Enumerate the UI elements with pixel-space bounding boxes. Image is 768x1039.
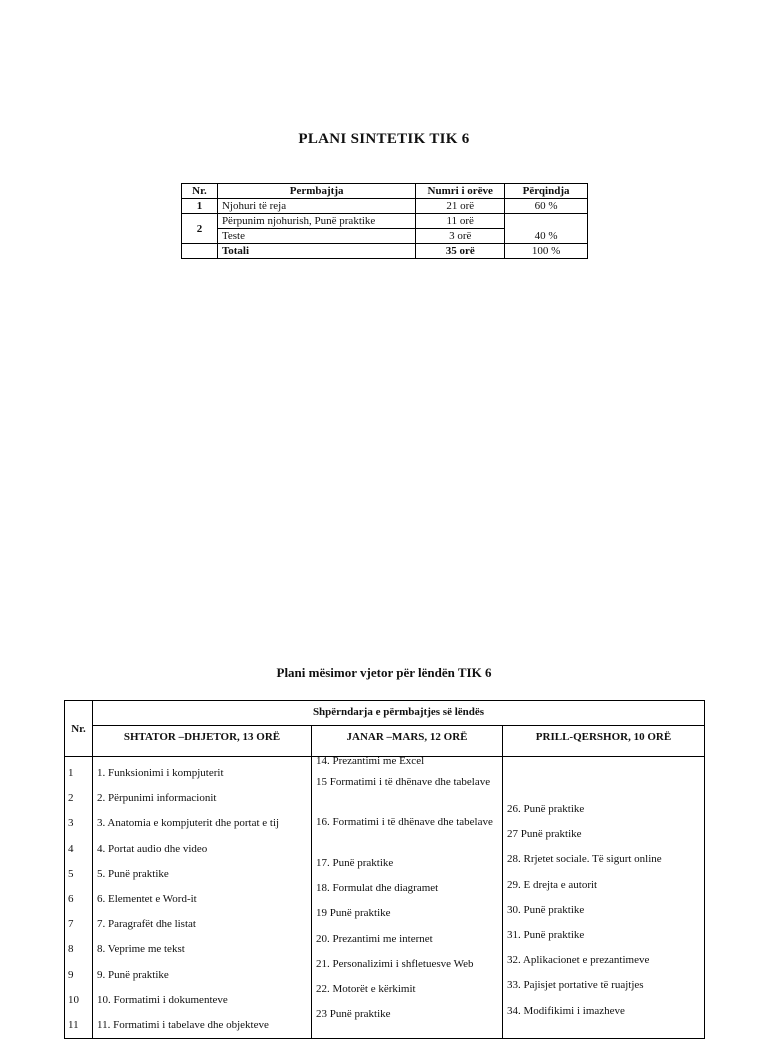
row-content: Njohuri të reja [217,199,415,214]
list-item: 22. Motorët e kërkimit [316,982,416,995]
plan-header-nr: Nr. [65,701,93,757]
list-item: 11 [68,1018,79,1031]
list-item: 4 [68,842,74,855]
list-item: 31. Punë praktike [507,928,585,941]
list-item: 32. Aplikacionet e prezantimeve [507,954,650,967]
row-content: Teste [217,229,415,244]
plan-column-jan-mar [312,757,503,1039]
list-item: 17. Punë praktike [316,857,394,869]
total-nr [182,244,218,259]
list-item: 11. Formatimi i tabelave dhe objekteve [97,1018,269,1031]
header-percentage: Përqindja [505,184,588,199]
plan-title: Plani mësimor vjetor për lëndën TIK 6 [276,665,492,680]
list-item: 5 [68,867,74,880]
row-nr: 2 [182,214,218,244]
summary-table [181,183,588,259]
column-header-jan-mar: JANAR –MARS, 12 ORË [312,726,503,757]
list-item: 20. Prezantimi me internet [316,932,433,945]
list-item: 4. Portat audio dhe video [97,842,208,855]
list-item: 15 Formatimi i të dhënave dhe tabelave [316,776,491,788]
list-item: 26. Punë praktike [507,803,585,815]
total-percentage: 100 % [505,244,588,259]
list-item: 16. Formatimi i të dhënave dhe tabelave [316,816,493,828]
list-item: 3 [68,817,74,830]
list-item: 9 [68,968,74,981]
list-item: 6. Elementet e Word-it [97,892,197,905]
row-percentage: 40 % [505,214,588,244]
list-item: 2. Përpunimi informacionit [97,792,217,805]
row-content: Përpunim njohurish, Punë praktike [217,214,415,229]
row-hours: 3 orë [416,229,505,244]
list-item: 3. Anatomia e kompjuterit dhe portat e tij [97,817,280,830]
summary-header-row [182,184,588,199]
page-title: PLANI SINTETIK TIK 6 [298,131,470,147]
plan-section-header: Shpërndarja e përmbajtjes së lëndës [93,701,705,726]
list-item: 28. Rrjetet sociale. Të sigurt online [507,853,662,866]
list-item: 23 Punë praktike [316,1008,391,1021]
header-nr: Nr. [182,184,218,199]
plan-column-sep-dec [93,757,312,1039]
list-item: 10. Formatimi i dokumenteve [97,993,228,1006]
column-header-apr-jun: PRILL-QERSHOR, 10 ORË [503,726,705,757]
list-item: 7 [68,918,74,931]
list-item: 5. Punë praktike [97,867,169,880]
list-item: 33. Pajisjet portative të ruajtjes [507,979,644,992]
list-item: 29. E drejta e autorit [507,878,598,891]
list-item: 19 Punë praktike [316,907,391,920]
row-nr: 1 [182,199,218,214]
table-row [182,214,588,229]
list-item: 1 [68,767,74,779]
list-item: 6 [68,892,74,905]
list-item: 21. Personalizimi i shfletuesve Web [316,957,474,970]
row-hours: 21 orë [416,199,505,214]
total-label: Totali [217,244,415,259]
annual-plan-table [64,700,705,1039]
list-item: 14. Prezantimi me Excel [316,755,425,767]
total-hours: 35 orë [416,244,505,259]
table-row [182,199,588,214]
list-item: 8. Veprime me tekst [97,943,185,956]
list-item: 10 [68,993,79,1006]
list-item: 8 [68,943,74,956]
row-hours: 11 orë [416,214,505,229]
list-item: 30. Punë praktike [507,903,585,916]
list-item: 1. Funksionimi i kompjuterit [97,767,224,779]
column-header-sep-dec: SHTATOR –DHJETOR, 13 ORË [93,726,312,757]
list-item: 9. Punë praktike [97,968,169,981]
total-row [182,244,588,259]
list-item: 18. Formulat dhe diagramet [316,882,439,895]
header-content: Permbajtja [217,184,415,199]
list-item: 27 Punë praktike [507,828,582,841]
plan-numbers-column [65,757,93,1039]
row-percentage: 60 % [505,199,588,214]
plan-column-apr-jun [503,757,705,1039]
list-item: 34. Modifikimi i imazheve [507,1004,625,1017]
header-hours: Numri i orëve [416,184,505,199]
list-item: 7. Paragrafët dhe listat [97,918,196,931]
list-item: 2 [68,792,74,805]
